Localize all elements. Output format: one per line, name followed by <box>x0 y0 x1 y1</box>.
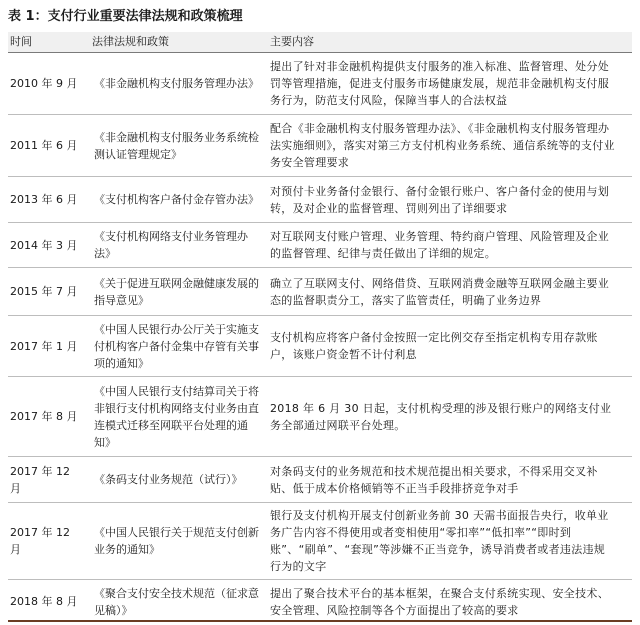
content-cell: 对预付卡业务备付金银行、备付金银行账户、客户备付金的使用与划转，及对企业的监督管理、罚则列出了详细要求 <box>270 184 609 215</box>
policy-cell: 《非金融机构支付服务管理办法》 <box>94 77 259 90</box>
time-cell: 2010 年 9 月 <box>10 77 78 90</box>
table-row <box>8 457 632 503</box>
header-time: 时间 <box>10 35 32 48</box>
policy-cell: 《聚合支付安全技术规范（征求意见稿）》 <box>94 586 259 617</box>
table-row <box>8 377 632 457</box>
content-cell: 对条码支付的业务规范和技术规范提出相关要求，不得采用交叉补贴、低于成本价格倾销等不正当手段排挤竞争对手 <box>270 464 598 495</box>
time-cell: 2013 年 6 月 <box>10 193 78 206</box>
time-cell: 2017 年 12 月 <box>10 464 70 495</box>
policy-cell: 《支付机构网络支付业务管理办法》 <box>94 230 248 260</box>
header-content: 主要内容 <box>270 35 314 48</box>
table-row <box>8 53 632 115</box>
table-title: 表 1：支付行业重要法律法规和政策梳理 <box>8 6 632 34</box>
table-row <box>8 316 632 377</box>
policy-cell: 《中国人民银行关于规范支付创新业务的通知》 <box>94 526 259 556</box>
table-row <box>8 223 632 268</box>
time-cell: 2014 年 3 月 <box>10 238 78 252</box>
content-cell: 支付机构应将客户备付金按照一定比例交存至指定机构专用存款账户，该账户资金暂不计付利息 <box>270 331 598 361</box>
time-cell: 2017 年 12 月 <box>10 526 70 556</box>
content-cell: 2018 年 6 月 30 日起，支付机构受理的涉及银行账户的网络支付业务全部通过网联平台处理。 <box>270 401 612 432</box>
table-row <box>8 115 632 177</box>
policy-cell: 《中国人民银行办公厅关于实施支付机构客户备付金集中存管有关事项的通知》 <box>94 322 259 370</box>
content-cell: 提出了针对非金融机构提供支付服务的准入标准、监督管理、处分处罚等管理措施，促进支付服务市场健康发展，规范非金融机构支付服务行为，防范支付风险，保障当事人的合法权益 <box>270 60 609 107</box>
policy-cell: 《中国人民银行支付结算司关于将非银行支付机构网络支付业务由直连模式迁移至网联平台处理的通知》 <box>94 384 259 449</box>
policy-cell: 《条码支付业务规范（试行）》 <box>94 473 243 486</box>
content-cell: 银行及支付机构开展支付创新业务前 30 天需书面报告央行，收单业务广告内容不得使用或者变相使用“零扣率”“低扣率”“即时到账”、“刷单”、“套现”等涉嫌不正当竞争，诱导消费者或者违法违规行为的文字 <box>270 509 609 573</box>
content-cell: 配合《非金融机构支付服务管理办法》、《非金融机构支付服务管理办法实施细则》，落实对第三方支付机构业务系统、通信系统等的支付业务安全管理要求 <box>270 122 615 169</box>
time-cell: 2017 年 1 月 <box>10 339 78 353</box>
content-cell: 对互联网支付账户管理、业务管理、特约商户管理、风险管理及企业的监督管理、纪律与责任做出了详细的规定。 <box>270 230 609 260</box>
header-policy: 法律法规和政策 <box>92 35 169 48</box>
policy-cell: 《支付机构客户备付金存管办法》 <box>94 193 259 206</box>
content-cell: 提出了聚合技术平台的基本框架，在聚合支付系统实现、安全技术、安全管理、风险控制等各个方面提出了较高的要求 <box>270 586 609 617</box>
time-cell: 2018 年 8 月 <box>10 595 78 608</box>
policy-cell: 《非金融机构支付服务业务系统检测认证管理规定》 <box>94 130 259 161</box>
table-bottom-rule <box>8 620 632 622</box>
policy-table <box>8 32 632 623</box>
time-cell: 2015 年 7 月 <box>10 285 78 298</box>
table-row <box>8 580 632 623</box>
table-row <box>8 503 632 580</box>
table-row <box>8 177 632 223</box>
policy-cell: 《关于促进互联网金融健康发展的指导意见》 <box>94 276 259 307</box>
time-cell: 2011 年 6 月 <box>10 139 78 152</box>
time-cell: 2017 年 8 月 <box>10 410 78 423</box>
table-row <box>8 268 632 316</box>
table-header-row <box>8 32 632 53</box>
content-cell: 确立了互联网支付、网络借贷、互联网消费金融等互联网金融主要业态的监督职责分工，落实了监管责任，明确了业务边界 <box>270 276 609 307</box>
